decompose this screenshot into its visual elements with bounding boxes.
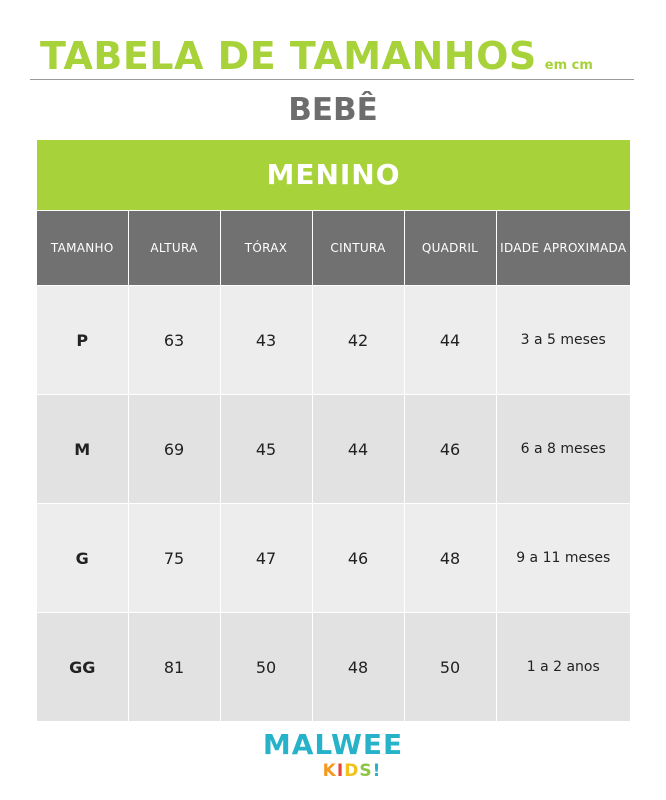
column-header-chest: TÓRAX (220, 211, 312, 286)
logo-letter: D (344, 761, 360, 781)
logo-letter: S (359, 761, 373, 781)
logo-kids-text (38, 760, 666, 782)
table-banner: MENINO (37, 140, 630, 210)
waist-cell: 46 (312, 504, 404, 613)
logo-letter: I (336, 761, 345, 781)
chest-cell: 45 (220, 395, 312, 504)
page-title-row (40, 34, 593, 78)
column-header-hip: QUADRIL (404, 211, 496, 286)
table-row (37, 395, 630, 504)
height-cell: 63 (128, 286, 220, 395)
age-cell: 9 a 11 meses (496, 504, 630, 613)
page-title: TABELA DE TAMANHOS (40, 34, 537, 78)
column-header-height: ALTURA (128, 211, 220, 286)
size-table (37, 210, 630, 721)
table-row (37, 613, 630, 722)
brand-logo (0, 730, 666, 782)
waist-cell: 44 (312, 395, 404, 504)
waist-cell: 42 (312, 286, 404, 395)
page-subtitle: BEBÊ (288, 92, 378, 128)
waist-cell: 48 (312, 613, 404, 722)
chest-cell: 50 (220, 613, 312, 722)
table-row (37, 286, 630, 395)
size-cell: M (37, 395, 128, 504)
logo-letter: K (322, 761, 337, 781)
size-cell: G (37, 504, 128, 613)
age-cell: 3 a 5 meses (496, 286, 630, 395)
chest-cell: 47 (220, 504, 312, 613)
logo-brand-text: MALWEE (262, 728, 404, 761)
height-cell: 81 (128, 613, 220, 722)
logo-letter: ! (372, 761, 382, 781)
hip-cell: 48 (404, 504, 496, 613)
size-cell: GG (37, 613, 128, 722)
height-cell: 69 (128, 395, 220, 504)
size-table-container (37, 140, 630, 721)
height-cell: 75 (128, 504, 220, 613)
hip-cell: 50 (404, 613, 496, 722)
hip-cell: 46 (404, 395, 496, 504)
column-header-age: IDADE APROXIMADA (496, 211, 630, 286)
table-row (37, 504, 630, 613)
title-divider (30, 79, 634, 80)
hip-cell: 44 (404, 286, 496, 395)
column-header-waist: CINTURA (312, 211, 404, 286)
size-cell: P (37, 286, 128, 395)
age-cell: 1 a 2 anos (496, 613, 630, 722)
chest-cell: 43 (220, 286, 312, 395)
age-cell: 6 a 8 meses (496, 395, 630, 504)
unit-label: em cm (544, 58, 593, 73)
table-header-row (37, 211, 630, 286)
column-header-size: TAMANHO (37, 211, 128, 286)
